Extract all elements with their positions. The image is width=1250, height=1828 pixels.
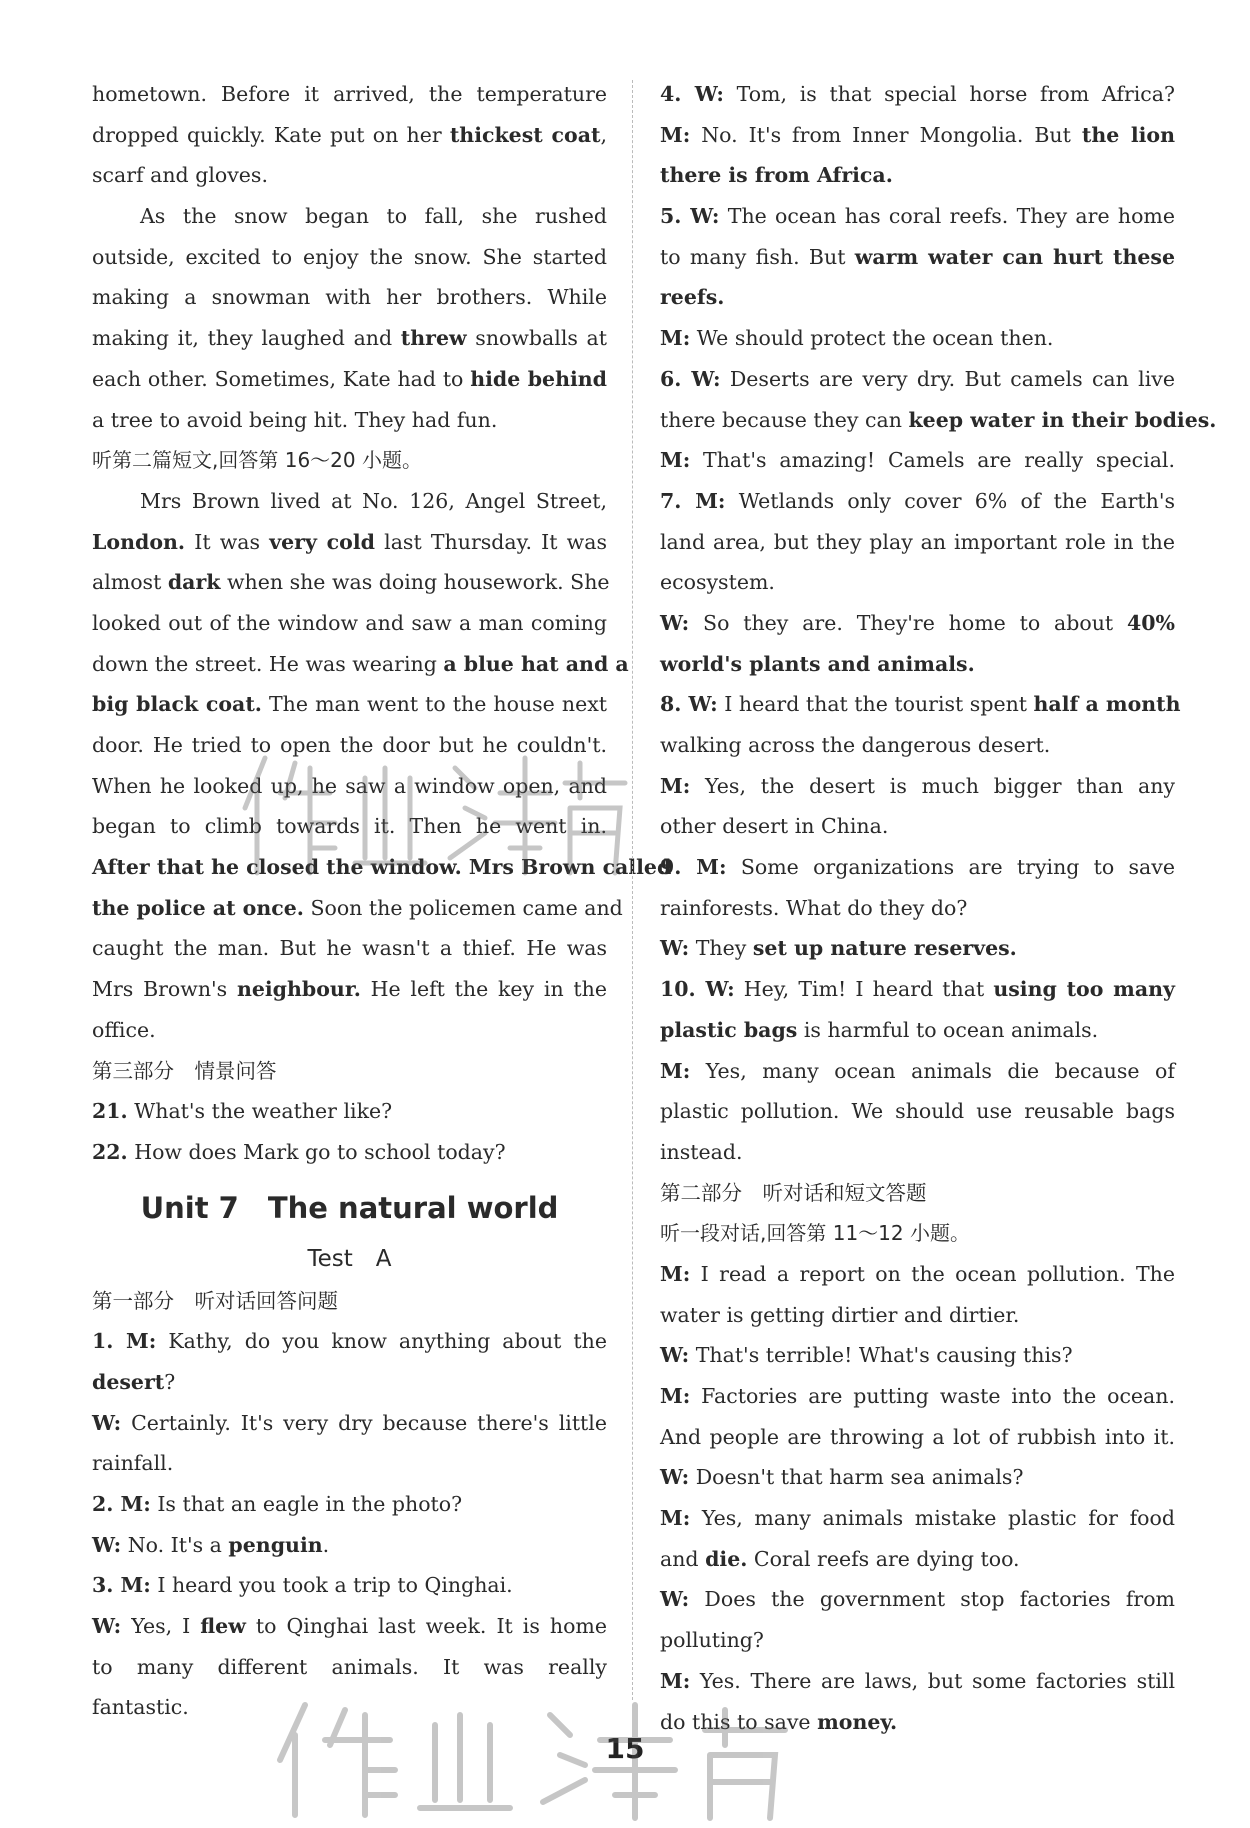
- text-line: [660, 237, 1175, 278]
- bold-text: W:: [660, 1343, 690, 1368]
- bold-text: there is from Africa.: [660, 163, 893, 188]
- text-line: [660, 196, 1175, 237]
- bold-text: M:: [660, 1506, 691, 1531]
- text-run: do this to save: [660, 1709, 818, 1734]
- text-line: plastic pollution. We should use reusable bags: [660, 1099, 1175, 1124]
- text-run: Certainly. It's very dry because there's little: [121, 1410, 607, 1435]
- bold-text: hide behind: [470, 366, 607, 391]
- text-line: looked out of the window and saw a man coming: [92, 610, 607, 635]
- text-run: That's amazing! Camels are really special.: [690, 448, 1175, 473]
- bold-text: M:: [660, 773, 691, 798]
- text-line: water is getting dirtier and dirtier.: [660, 1302, 1020, 1327]
- text-run: Yes. There are laws, but some factories still: [690, 1668, 1175, 1693]
- bold-text: set up nature reserves.: [752, 936, 1017, 961]
- text-line: making a snowman with her brothers. While: [92, 285, 607, 310]
- text-line: [92, 1362, 607, 1403]
- bold-text: dark: [167, 570, 221, 595]
- section-heading: 第三部分 情景问答: [92, 1058, 277, 1083]
- text-line: [660, 1498, 1175, 1539]
- text-line: [92, 1091, 607, 1132]
- bold-text: W:: [92, 1532, 122, 1557]
- text-run: Factories are putting waste into the ocean.: [690, 1384, 1175, 1408]
- bold-text: M:: [660, 122, 691, 147]
- text-run: Yes, I: [121, 1614, 201, 1639]
- text-run: almost: [92, 570, 168, 595]
- text-run: Coral reefs are dying too.: [747, 1546, 1020, 1571]
- bold-text: flew: [200, 1614, 246, 1639]
- bold-text: keep water in their bodies.: [908, 407, 1217, 432]
- bold-text: money.: [817, 1709, 898, 1734]
- bold-text: warm water can hurt these: [854, 244, 1176, 269]
- text-line: [660, 603, 1175, 644]
- bold-text: W:: [660, 1465, 690, 1490]
- text-line: [92, 318, 607, 359]
- text-line: to many different animals. It was really: [92, 1654, 607, 1679]
- text-line: [660, 115, 1175, 156]
- text-run: Hey, Tim! I heard that: [734, 977, 994, 1002]
- text-line: [92, 684, 607, 725]
- bold-text: the police at once.: [92, 895, 304, 920]
- text-run: I heard that the tourist spent: [717, 692, 1034, 717]
- text-line: [660, 928, 1175, 969]
- text-run: there because they can: [660, 407, 909, 432]
- bold-text: 1. M:: [92, 1329, 157, 1354]
- text-run: Yes, many ocean animals die because of: [690, 1058, 1175, 1083]
- text-line: rainforests. What do they do?: [660, 895, 968, 920]
- text-line: When he looked up, he saw a window open, and: [92, 773, 607, 798]
- text-line: [660, 155, 1175, 196]
- text-line: outside, excited to enjoy the snow. She started: [92, 244, 607, 269]
- text-run: dropped quickly. Kate put on her: [92, 122, 450, 147]
- text-line: hometown. Before it arrived, the temperature: [92, 82, 607, 106]
- text-line: [660, 644, 1175, 685]
- bold-text: die.: [705, 1546, 748, 1571]
- text-run: Is that an eagle in the photo?: [150, 1492, 463, 1516]
- text-run: We should protect the ocean then.: [690, 326, 1054, 351]
- text-line: [92, 522, 607, 563]
- text-run: and: [660, 1546, 706, 1571]
- text-line: As the snow began to fall, she rushed: [140, 204, 607, 229]
- text-run: Doesn't that harm sea animals?: [689, 1465, 1024, 1490]
- text-line: [660, 359, 1175, 400]
- bold-text: using too many: [993, 977, 1175, 1002]
- text-run: to Qinghai last week. It is home: [245, 1614, 607, 1639]
- text-line: a tree to avoid being hit. They had fun.: [92, 407, 498, 432]
- bold-text: 8. W:: [660, 692, 718, 717]
- bold-text: W:: [92, 1410, 122, 1435]
- bold-text: M:: [660, 1261, 691, 1286]
- text-run: I read a report on the ocean pollution. The: [690, 1261, 1175, 1286]
- section-heading: 第一部分 听对话回答问题: [92, 1288, 338, 1313]
- text-run: ,: [600, 122, 607, 147]
- text-line: Mrs Brown lived at No. 126, Angel Street,: [140, 488, 607, 513]
- bold-text: 2. M:: [92, 1492, 151, 1516]
- text-line: [92, 1484, 607, 1525]
- bold-text: 10. W:: [660, 977, 735, 1002]
- text-line: [92, 644, 629, 685]
- bold-text: desert: [92, 1369, 165, 1394]
- text-line: [660, 1539, 1175, 1580]
- bold-text: W:: [660, 936, 690, 961]
- text-run: The man went to the house next: [261, 692, 608, 717]
- text-run: What's the weather like?: [127, 1099, 393, 1124]
- text-run: Tom, is that special horse from Africa?: [723, 82, 1175, 106]
- bold-text: M:: [660, 1668, 691, 1693]
- text-run: is harmful to ocean animals.: [797, 1017, 1099, 1042]
- test-title: Test A: [307, 1245, 392, 1272]
- bold-text: 21.: [92, 1099, 128, 1124]
- bold-text: W:: [660, 610, 690, 635]
- bold-text: the lion: [1081, 122, 1175, 147]
- text-line: 听一段对话,回答第 11～12 小题。: [660, 1221, 970, 1246]
- text-line: door. He tried to open the door but he couldn't.: [92, 733, 607, 757]
- text-run: How does Mark go to school today?: [127, 1139, 506, 1164]
- text-line: [660, 1254, 1175, 1295]
- text-line: [92, 1132, 607, 1173]
- text-line: [660, 1010, 1175, 1051]
- text-line: [660, 1457, 1175, 1498]
- bold-text: London.: [92, 529, 186, 554]
- text-line: fantastic.: [92, 1695, 189, 1720]
- text-line: ecosystem.: [660, 570, 775, 595]
- bold-text: a blue hat and a: [443, 651, 629, 676]
- text-line: [92, 359, 607, 400]
- text-run: when she was doing housework. She: [220, 570, 610, 595]
- text-line: [660, 277, 1175, 318]
- bold-text: 7. M:: [660, 488, 726, 513]
- text-run: So they are. They're home to about: [689, 610, 1127, 635]
- text-run: No. It's a: [121, 1532, 229, 1557]
- text-line: [92, 115, 607, 156]
- bold-text: M:: [660, 1384, 691, 1408]
- text-run: No. It's from Inner Mongolia. But: [690, 122, 1082, 147]
- text-run: The ocean has coral reefs. They are home: [719, 204, 1175, 229]
- text-line: [92, 847, 672, 888]
- text-run: ?: [164, 1369, 176, 1394]
- text-line: [660, 481, 1175, 522]
- text-run: to many fish. But: [660, 244, 855, 269]
- text-run: each other. Sometimes, Kate had to: [92, 366, 471, 391]
- text-line: rainfall.: [92, 1451, 174, 1476]
- bold-text: penguin: [228, 1532, 323, 1557]
- bold-text: world's plants and animals.: [660, 651, 975, 676]
- text-run: Wetlands only cover 6% of the Earth's: [725, 488, 1175, 513]
- text-line: [660, 400, 1217, 441]
- bold-text: half a month: [1033, 692, 1181, 717]
- text-line: [92, 1403, 607, 1444]
- bold-text: 5. W:: [660, 204, 720, 229]
- text-run: Does the government stop factories from: [689, 1587, 1175, 1612]
- column-divider: [632, 80, 633, 1700]
- text-line: [92, 969, 607, 1010]
- text-run: It was: [185, 529, 270, 554]
- text-line: [660, 969, 1175, 1010]
- text-line: [660, 766, 1175, 807]
- text-line: [660, 1335, 1175, 1376]
- text-line: [92, 1321, 607, 1362]
- text-line: [92, 1565, 607, 1606]
- bold-text: M:: [660, 1058, 691, 1083]
- text-run: They: [689, 936, 753, 961]
- bold-text: 6. W:: [660, 366, 721, 391]
- bold-text: big black coat.: [92, 692, 262, 717]
- text-line: [660, 1579, 1175, 1620]
- text-line: [92, 1525, 607, 1566]
- text-line: [92, 562, 610, 603]
- bold-text: threw: [400, 326, 467, 351]
- text-line: [92, 888, 623, 929]
- bold-text: M:: [660, 326, 691, 351]
- text-run: .: [322, 1532, 330, 1557]
- text-line: office.: [92, 1017, 156, 1042]
- text-run: last Thursday. It was: [374, 529, 607, 554]
- bold-text: very cold: [269, 529, 375, 554]
- text-run: Kathy, do you know anything about the: [156, 1329, 607, 1354]
- bold-text: neighbour.: [236, 977, 361, 1002]
- right-column: [660, 74, 1217, 1742]
- text-line: other desert in China.: [660, 814, 889, 839]
- bold-text: M:: [660, 448, 691, 473]
- bold-text: W:: [92, 1614, 122, 1639]
- text-run: Yes, many animals mistake plastic for food: [690, 1506, 1175, 1531]
- bold-text: 4. W:: [660, 82, 724, 106]
- bold-text: 22.: [92, 1139, 128, 1164]
- text-run: Some organizations are trying to save: [726, 855, 1175, 880]
- bold-text: thickest coat: [449, 122, 601, 147]
- bold-text: After that he closed the window. Mrs Brown called: [92, 855, 672, 880]
- bold-text: 40%: [1126, 610, 1175, 635]
- text-line: 听第二篇短文,回答第 16～20 小题。: [92, 448, 422, 473]
- text-run: I heard you took a trip to Qinghai.: [150, 1573, 513, 1598]
- text-run: He left the key in the: [360, 977, 607, 1002]
- section-heading: 第二部分 听对话和短文答题: [660, 1180, 927, 1205]
- text-line: [660, 684, 1181, 725]
- text-line: land area, but they play an important role in the: [660, 529, 1175, 554]
- text-line: began to climb towards it. Then he went in.: [92, 814, 607, 839]
- left-column: [92, 74, 672, 1728]
- text-line: [92, 1606, 607, 1647]
- unit-title: Unit 7 The natural world: [140, 1190, 559, 1225]
- text-line: [660, 318, 1175, 359]
- text-run: Yes, the desert is much bigger than any: [690, 773, 1175, 798]
- text-line: caught the man. But he wasn't a thief. He was: [92, 936, 607, 961]
- text-line: polluting?: [660, 1628, 764, 1653]
- text-line: scarf and gloves.: [92, 163, 268, 188]
- bold-text: 3. M:: [92, 1573, 151, 1598]
- text-run: making it, they laughed and: [92, 326, 401, 351]
- text-line: [660, 74, 1175, 115]
- text-line: walking across the dangerous desert.: [660, 733, 1051, 757]
- text-line: [660, 1661, 1175, 1702]
- bold-text: reefs.: [660, 285, 725, 310]
- text-line: instead.: [660, 1139, 743, 1164]
- text-run: down the street. He was wearing: [92, 651, 444, 676]
- bold-text: W:: [660, 1587, 690, 1612]
- text-run: Soon the policemen came and: [303, 895, 623, 920]
- text-line: [660, 847, 1175, 888]
- text-run: Deserts are very dry. But camels can live: [720, 366, 1175, 391]
- text-line: And people are throwing a lot of rubbish into it.: [660, 1424, 1175, 1449]
- bold-text: plastic bags: [660, 1017, 798, 1042]
- text-line: [660, 1051, 1175, 1092]
- text-run: snowballs at: [466, 326, 607, 351]
- text-run: Mrs Brown's: [92, 977, 237, 1002]
- page-number: 15: [605, 1732, 645, 1765]
- bold-text: 9. M:: [660, 855, 727, 880]
- text-run: That's terrible! What's causing this?: [689, 1343, 1073, 1368]
- text-line: [660, 1376, 1175, 1417]
- text-line: [660, 440, 1175, 481]
